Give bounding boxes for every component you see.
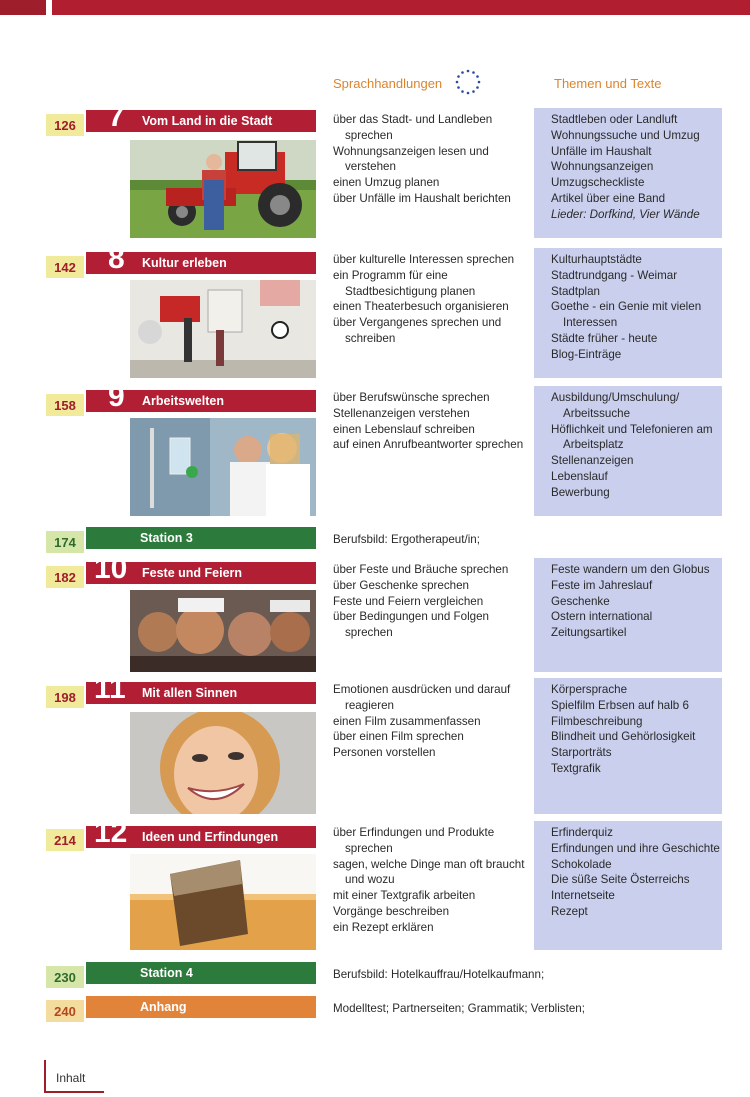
list-item: ein Rezept erklären xyxy=(333,920,434,934)
footer-label: Inhalt xyxy=(56,1071,86,1085)
list-item: Feste im Jahreslauf xyxy=(551,578,653,592)
list-item: Erfinderquiz xyxy=(551,826,613,839)
list-item: über Erfindungen und Produkte sprechen xyxy=(333,826,495,855)
list-item: über Feste und Bräuche sprechen xyxy=(333,563,509,576)
appendix-title: Anhang xyxy=(140,1000,187,1014)
column-header-sprachhandlungen: Sprachhandlungen xyxy=(333,76,443,91)
station-title: Station 4 xyxy=(140,966,193,980)
list-item: Emotionen ausdrücken und darauf reagieren xyxy=(333,683,511,712)
station-description: Berufsbild: Ergotherapeut/in; xyxy=(333,533,480,546)
themen-box xyxy=(534,558,722,672)
page-number: 198 xyxy=(46,686,84,708)
list-item: Artikel über eine Band xyxy=(551,191,666,205)
themen-box xyxy=(534,248,722,378)
unit-title: Mit allen Sinnen xyxy=(142,686,238,700)
unit-title-bar xyxy=(86,242,316,275)
list-item: über Berufswünsche sprechen xyxy=(333,391,490,404)
list-item: Die süße Seite Österreichs xyxy=(551,873,690,887)
themen-box xyxy=(534,678,722,814)
station-title: Station 3 xyxy=(140,531,193,545)
list-item: Personen vorstellen xyxy=(333,746,436,760)
sprachhandlungen-list xyxy=(333,390,538,453)
list-item: Spielfilm Erbsen auf halb 6 xyxy=(551,698,689,712)
list-item: einen Theaterbesuch organisieren xyxy=(333,300,509,314)
station-title-bar xyxy=(86,962,316,984)
list-item: Vorgänge beschreiben xyxy=(333,904,450,918)
list-item: Geschenke xyxy=(551,594,610,608)
page-number: 174 xyxy=(46,531,84,553)
unit-number: 8 xyxy=(108,242,125,275)
list-item: über das Stadt- und Landleben sprechen xyxy=(333,113,493,142)
page-number: 230 xyxy=(46,966,84,988)
sprachhandlungen-list xyxy=(333,562,538,641)
list-item: Ausbildung/Umschulung/ Arbeitssuche xyxy=(551,391,680,420)
unit-photo-smiling-woman xyxy=(130,712,316,814)
station-title-bar xyxy=(86,527,316,549)
list-item: über kulturelle Interessen sprechen xyxy=(333,253,515,266)
list-item: Umzugscheckliste xyxy=(551,176,645,190)
list-item: über einen Film sprechen xyxy=(333,730,464,744)
page-number: 182 xyxy=(46,566,84,588)
unit-number: 10 xyxy=(94,552,128,585)
list-item: Starporträts xyxy=(551,746,612,760)
page-number: 158 xyxy=(46,394,84,416)
list-item: Ostern international xyxy=(551,610,653,624)
list-item: Rezept xyxy=(551,904,588,918)
list-item: Internetseite xyxy=(551,889,615,903)
unit-title-bar xyxy=(86,552,316,585)
unit-number: 12 xyxy=(94,816,128,849)
unit-title-bar xyxy=(86,100,316,133)
sprachhandlungen-list xyxy=(333,825,538,936)
unit-title: Vom Land in die Stadt xyxy=(142,114,273,128)
unit-title: Feste und Feiern xyxy=(142,566,243,580)
page-number: 240 xyxy=(46,1000,84,1022)
unit-photo-laboratory xyxy=(130,418,316,516)
list-item: über Bedingungen und Folgen sprechen xyxy=(333,610,490,640)
sprachhandlungen-list xyxy=(333,112,538,207)
list-item: Stadtrundgang - Weimar xyxy=(551,268,678,282)
list-item: Stellenanzeigen verstehen xyxy=(333,406,470,420)
list-item: Textgrafik xyxy=(551,761,601,775)
unit-photo-carnival-masks xyxy=(130,590,316,672)
list-item: Feste und Feiern vergleichen xyxy=(333,594,484,608)
themen-box xyxy=(534,821,722,950)
appendix-description: Modelltest; Partnerseiten; Grammatik; Verblisten; xyxy=(333,1002,585,1015)
list-item: Schokolade xyxy=(551,857,612,871)
list-item: Blindheit und Gehörlosigkeit xyxy=(551,730,696,744)
sprachhandlungen-list xyxy=(333,682,538,761)
list-item: Kulturhauptstädte xyxy=(551,253,642,266)
unit-photo-gallery xyxy=(130,280,316,378)
top-bar-left xyxy=(0,0,46,15)
column-header-themen: Themen und Texte xyxy=(554,76,662,91)
page-number: 126 xyxy=(46,114,84,136)
unit-photo-farmer-tractor xyxy=(130,140,316,238)
eu-stars-icon xyxy=(454,68,482,96)
sprachhandlungen-list xyxy=(333,252,538,347)
unit-title: Arbeitswelten xyxy=(142,394,224,408)
list-item: Städte früher - heute xyxy=(551,331,658,345)
list-item: Unfälle im Haushalt xyxy=(551,144,652,158)
list-item: Stellenanzeigen xyxy=(551,454,634,468)
unit-title: Ideen und Erfindungen xyxy=(142,830,279,844)
list-item: Goethe - ein Genie mit vielen Interessen xyxy=(551,300,702,330)
list-item: Lieder: Dorfkind, Vier Wände xyxy=(551,207,700,221)
page-number: 142 xyxy=(46,256,84,278)
list-item: über Vergangenes sprechen und schreiben xyxy=(333,316,502,345)
unit-title-bar xyxy=(86,672,316,705)
list-item: Wohnungsanzeigen xyxy=(551,160,654,174)
list-item: Bewerbung xyxy=(551,485,610,499)
unit-number: 11 xyxy=(94,672,126,705)
footer-rule-horizontal xyxy=(44,1091,104,1093)
list-item: Zeitungsartikel xyxy=(551,626,627,640)
page-number: 214 xyxy=(46,829,84,851)
unit-number: 9 xyxy=(108,380,125,413)
themen-box xyxy=(534,386,722,516)
list-item: sagen, welche Dinge man oft braucht und wozu xyxy=(333,857,525,887)
list-item: mit einer Textgrafik arbeiten xyxy=(333,889,476,903)
list-item: Stadtplan xyxy=(551,284,600,298)
top-bar-right xyxy=(52,0,750,15)
list-item: Stadtleben oder Landluft xyxy=(551,113,678,126)
footer-rule-vertical xyxy=(44,1060,46,1093)
list-item: einen Lebenslauf schreiben xyxy=(333,422,475,436)
unit-title: Kultur erleben xyxy=(142,256,227,270)
list-item: Erfindungen und ihre Geschichte xyxy=(551,841,720,855)
list-item: Höflichkeit und Telefonieren am Arbeitsplatz xyxy=(551,422,713,452)
list-item: Körpersprache xyxy=(551,683,628,696)
unit-title-bar xyxy=(86,816,316,849)
list-item: ein Programm für eine Stadtbesichtigung planen xyxy=(333,268,476,298)
list-item: einen Umzug planen xyxy=(333,176,440,190)
list-item: Blog-Einträge xyxy=(551,347,622,361)
list-item: auf einen Anrufbeantworter sprechen xyxy=(333,438,524,452)
list-item: Feste wandern um den Globus xyxy=(551,563,710,576)
unit-photo-tea-bag xyxy=(130,854,316,950)
unit-title-bar xyxy=(86,380,316,413)
station-description: Berufsbild: Hotelkauffrau/Hotelkaufmann; xyxy=(333,968,545,981)
list-item: Lebenslauf xyxy=(551,469,608,483)
list-item: Wohnungssuche und Umzug xyxy=(551,128,700,142)
list-item: über Unfälle im Haushalt berichten xyxy=(333,191,511,205)
list-item: Wohnungsanzeigen lesen und verstehen xyxy=(333,144,489,174)
appendix-title-bar xyxy=(86,996,316,1018)
themen-box xyxy=(534,108,722,238)
list-item: Filmbeschreibung xyxy=(551,714,643,728)
list-item: einen Film zusammenfassen xyxy=(333,714,481,728)
list-item: über Geschenke sprechen xyxy=(333,578,469,592)
unit-number: 7 xyxy=(108,100,125,133)
